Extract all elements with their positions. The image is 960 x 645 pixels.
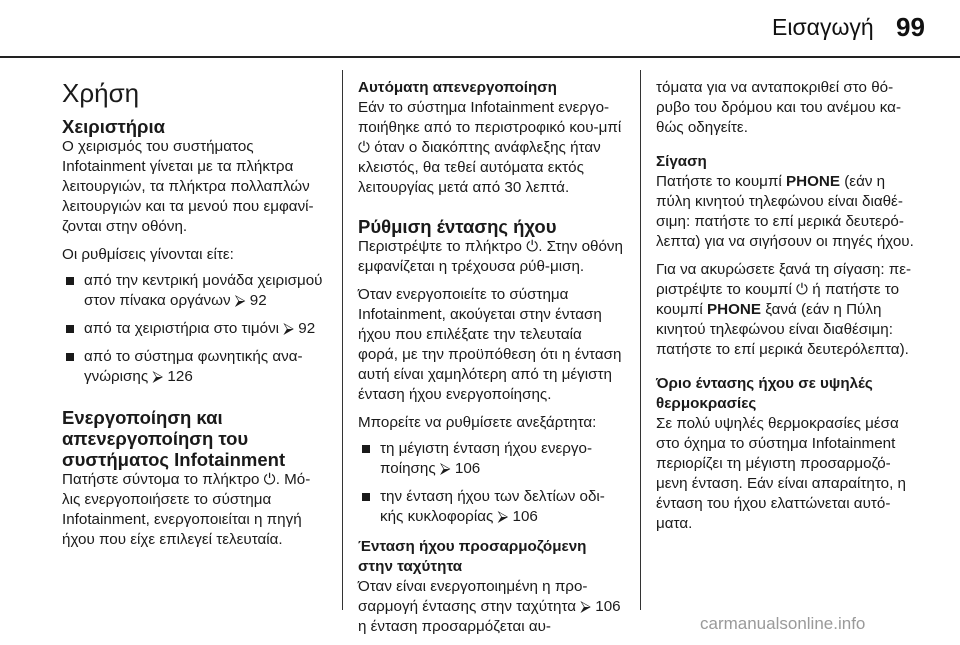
- list-item: από την κεντρική μονάδα χειρισμού στον πίνακα οργάνων ⮚ 92: [62, 271, 328, 311]
- activation-paragraph: Πατήστε σύντομα το πλήκτρο ⏻. Μό-λις ενεργοποιήσετε το σύστημα Infotainment, ενεργοποιείται η πηγή ήχου που είχε επιλεγεί τελευταία.: [62, 471, 311, 548]
- mute-paragraph: Πατήστε το κουμπί PHONE (εάν η πύλη κινητού τηλεφώνου είναι διαθέ-σιμη: πατήστε το επί μερικά δευτερό-λεπτα) για να σιγήσουν οι πηγές ήχου.: [656, 173, 914, 250]
- controls-paragraph: Ο χειρισμός του συστήματος Infotainment γίνεται με τα πλήκτρα λειτουργιών, τα πλήκτρα πολλαπλών λειτουργιών και τα μενού που εμφανί-ζονται στην οθόνη.: [62, 138, 314, 235]
- column-left: [62, 78, 328, 558]
- settings-intro: Οι ρυθμίσεις γίνονται είτε:: [62, 246, 234, 263]
- adjust-list: [358, 439, 624, 527]
- section-title: Χρήση: [62, 78, 140, 108]
- activation-heading: Ενεργοποίηση και απενεργοποίηση του συστήματος Infotainment: [62, 407, 286, 470]
- mute-heading: Σίγαση: [656, 153, 707, 170]
- speed-volume-heading: Ένταση ήχου προσαρμοζόμενη στην ταχύτητα: [358, 538, 587, 575]
- speed-volume-paragraph: Όταν είναι ενεργοποιημένη η προ-σαρμογή έντασης στην ταχύτητα ⮚ 106 η ένταση προσαρμόζεται αυ-: [358, 578, 621, 635]
- temperature-limit-heading: Όριο έντασης ήχου σε υψηλές θερμοκρασίες: [656, 375, 873, 412]
- page-number: 99: [896, 12, 925, 42]
- phone-button-label: PHONE: [706, 301, 761, 318]
- page-header-title: Εισαγωγή: [772, 14, 874, 40]
- phone-button-label: PHONE: [786, 173, 841, 190]
- auto-off-paragraph: Εάν το σύστημα Infotainment ενεργο-ποιήθηκε από το περιστροφικό κου-μπί ⏻ όταν ο διακόπτης ανάφλεξης ήταν κλειστός, θα τεθεί αυτόματα εκτός λειτουργίας μετά από 30 λεπτά.: [358, 99, 622, 196]
- watermark: carmanualsonline.info: [700, 614, 866, 633]
- volume-paragraph: Περιστρέψτε το πλήκτρο ⏻. Στην οθόνη εμφανίζεται η τρέχουσα ρύθ-μιση.: [358, 238, 623, 275]
- column-middle: [358, 78, 624, 645]
- settings-list: [62, 271, 328, 387]
- volume-paragraph-2: Όταν ενεργοποιείτε το σύστημα Infotainment, ακούγεται στην ένταση ήχου που επιλέξατε την τελευταία φορά, με την προϋπόθεση ότι η ένταση αυτή είναι χαμηλότερη από τη μέγιστη ένταση ήχου ενεργοποίησης.: [358, 286, 622, 403]
- temperature-limit-paragraph: Σε πολύ υψηλές θερμοκρασίες μέσα στο όχημα το σύστημα Infotainment περιορίζει τη μέγιστη προσαρμοζό-μενη ένταση. Εάν είναι απαραίτητο, η ένταση του ήχου ελαττώνεται αυτό-ματα.: [656, 415, 906, 532]
- column-right: [656, 78, 922, 542]
- list-item: από τα χειριστήρια στο τιμόνι ⮚ 92: [62, 319, 328, 339]
- header-divider: [0, 56, 960, 58]
- column-divider: [342, 70, 343, 610]
- column-divider: [640, 70, 641, 610]
- list-item: την ένταση ήχου των δελτίων οδι-κής κυκλοφορίας ⮚ 106: [358, 487, 624, 527]
- unmute-paragraph: Για να ακυρώσετε ξανά τη σίγαση: πε-ριστρέψτε το κουμπί ⏻ ή πατήστε το κουμπί PHONE ξανά (εάν η Πύλη κινητού τηλεφώνου είναι διαθέσιμη: πατήστε το επί μερικά δευτερόλεπτα).: [656, 261, 912, 358]
- speed-volume-continued: τόματα για να ανταποκριθεί στο θό-ρυβο του δρόμου και του ανέμου κα-θώς οδηγείτε.: [656, 79, 902, 136]
- controls-heading: Χειριστήρια: [62, 116, 166, 137]
- auto-off-heading: Αυτόματη απενεργοποίηση: [358, 79, 557, 96]
- volume-heading: Ρύθμιση έντασης ήχου: [358, 216, 557, 237]
- list-item: από το σύστημα φωνητικής ανα-γνώρισης ⮚ 126: [62, 347, 328, 387]
- adjust-intro: Μπορείτε να ρυθμίσετε ανεξάρτητα:: [358, 414, 597, 431]
- list-item: τη μέγιστη ένταση ήχου ενεργο-ποίησης ⮚ 106: [358, 439, 624, 479]
